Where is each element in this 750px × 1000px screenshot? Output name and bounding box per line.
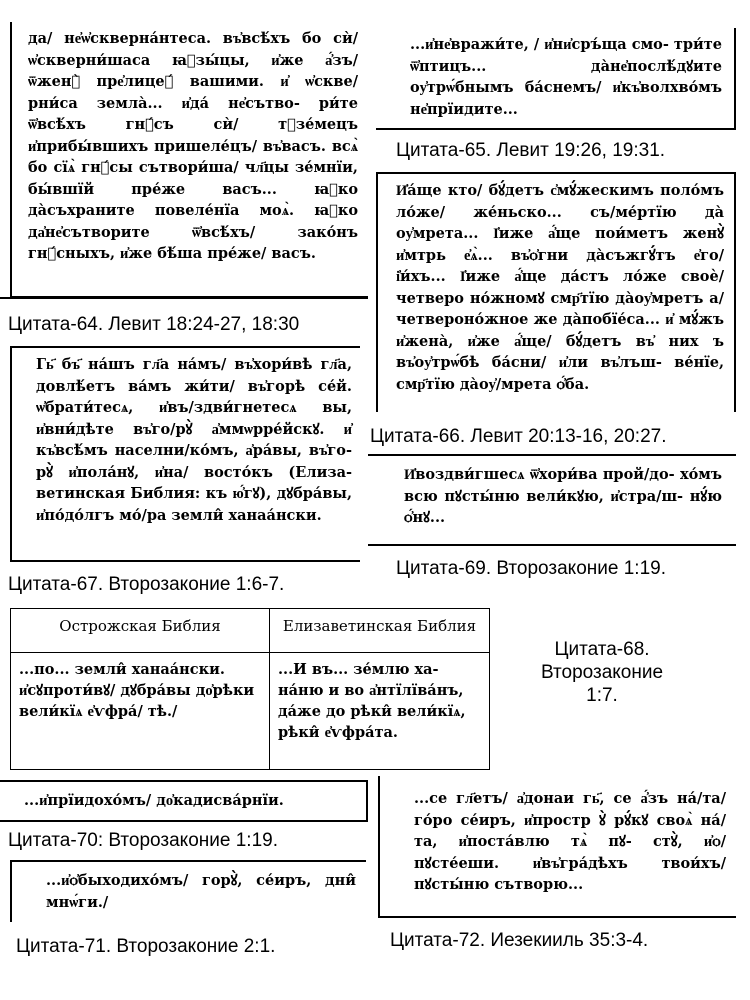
citation-67-box	[10, 346, 360, 562]
citation-64-box	[10, 22, 368, 298]
citation-72-caption: Цитата-72. Иезекииль 35:3-4.	[390, 930, 649, 951]
col-header-ostrog: Острожская Библия	[11, 609, 270, 653]
citation-66-caption: Цитата-66. Левит 20:13-16, 20:27.	[370, 426, 667, 447]
citation-66-box	[376, 172, 736, 412]
citation-65-caption: Цитата-65. Левит 19:26, 19:31.	[396, 140, 666, 161]
col-header-elizabeth: Елизаветинская Библия	[270, 609, 490, 653]
citation-67-text: Гь҃ бъ҃ на́шъ гл҃а на́мъ/ въ҆хори́вѣ гл҃а, довлѣ́етъ ва́мъ жи́ти/ въ҆горѣ се́й. ѡ҆брати́тесѧ, и҆въ/здви́гнетесѧ вы, и҆вни́дѣте въ҆го/рꙋ̀ а҆ммѡрре́йскꙋ. и҆ къ҆всѣ́мъ населни/ко́мъ, а҆ра́вы, въ҆го- рꙋ̀ и҆пола́нꙋ, и҆на/ восто́къ (Елиза- ветинская Библия: къ ю҆́гꙋ), дꙋбра́вы, и҆по́до́лгъ мо́/ра земли̂ ханаа́нски.	[36, 356, 352, 524]
citation-69-caption: Цитата-69. Второзаконие 1:19.	[396, 558, 666, 579]
citation-72-box	[378, 776, 736, 918]
citation-71-caption: Цитата-71. Второзаконие 2:1.	[16, 936, 276, 957]
citation-69-box	[368, 454, 736, 546]
citation-70-text: ...и҆прїидохо́мъ/ до҆кадисва́рнїи.	[24, 792, 284, 809]
citation-65-text: ...и҆не҆вражи́те, / и҆ни҆сръ́ща смо- три́те ѿ҆птицъ... да̀не҆послѣ́дꙋите оу҆трѡ́бнымъ ба́снемъ/ и҆къ҆волхво́мъ не҆прїидите...	[410, 36, 722, 118]
citation-64-caption: Цитата-64. Левит 18:24-27, 18:30	[8, 314, 300, 335]
citation-70-box	[0, 780, 368, 822]
citation-69-text: И҆воздви́гшесѧ ѿ҆хори́ва прой/до- хо́мъ всю пꙋсты́ню вели́кꙋю, и҆стра/ш- нꙋ́ю ѻ҆́нꙋ...	[404, 466, 722, 526]
citation-65-box	[376, 28, 736, 130]
citation-70-caption: Цитата-70: Второзаконие 1:19.	[8, 830, 278, 851]
citation-72-text: ...се гл҃етъ/ а҆донаи гь҃, се а҆́зъ на́/та/ го́ро се́иръ, и҆простр ꙋ̀ рꙋ́кꙋ своѧ̀ на́/ та, и҆поста́влю тѧ̀ пꙋ- стꙋ̀, и҆ѻ/пꙋсте́еши. и҆въ҆гра́дѣхъ твои́хъ/ пꙋсты́ню сътворю...	[414, 790, 726, 893]
citation-68-caption-line1: Цитата-68.	[554, 639, 650, 660]
elizabeth-text: ...И въ... зе́млю ха- на́ню и во а҆нтїлїва́нъ, да́же до рѣки̂ вели́кїѧ, рѣки̂ е҆ѵфра́та.	[270, 653, 490, 770]
citation-68-table	[10, 608, 490, 770]
citation-71-text: ...и҆ѻ҆быходихо́мъ/ горꙋ̀, се́иръ, дни̂ мнѡ́ги./	[46, 872, 356, 911]
citation-67-caption: Цитата-67. Второзаконие 1:6-7.	[8, 574, 285, 595]
citation-68-caption	[518, 638, 686, 707]
citation-71-box	[10, 860, 366, 922]
citation-66-text: И҆а́ще кто/ бꙋ́детъ с҆мꙋ́жескимъ поло́мъ ло́же/ же́ньско... съ/ме́ртїю да̀ оу҆мрета... І҆иже а҆́ще пои́метъ женꙋ̀ и҆мтрь е҆ѧ̀... въ҆ѻ҆гни да̀съжгꙋ́тъ е҆го/ і҆и́хъ... І҆иже а҆́ще да́стъ ло́же своѐ/ четверо но́жномꙋ смр҃тїю да̀оу҆мретъ а/ четвероно́жное же да̀побїе́са... и҆ мꙋ́жъ и҆жена̀, и҆же а҆́ще/ бꙋ́детъ въ҆ них ъ въ҆оу҆трѡ́бѣ ба́сни/ и҆ли въ҆лъш- ве́нїе, смр҃тїю да̀оу҆/мрета ѻ҆́ба.	[396, 182, 724, 393]
citation-64-text: да/ не҆ѡ҆скверна́нтеса. въ҆всѣ́хъ бо сѝ/ ѡ҆скверни́шаса ꙗ҆зы́цы, и҆же а҆́зъ/ ѿженꙋ̀ пре҆лицеꙋ́ вашими. и҆ ѡ҆скве/рни́са земла̀... и҆да́ не҆сътво- ри́те ѿ҆всѣ́хъ гнꙋ́съ сѝ/ тꙋзе́мецъ и҆прибы́вшихъ пришеле́цъ/ въ҆васъ. всѧ̀ бо сїѧ̀ гнꙋ́сы сътвори́ша/ чл҃цы зе́мнїи, бы́вшїй пре́же васъ... ꙗ҆ко да̀съхраните повеле́нїа моѧ̀. ꙗ҆ко да҆не҆сътворите ѿ҆всѣ́хъ/ зако́нъ гнꙋ́сныхъ, и҆же бѣ́ша пре́же/ васъ.	[28, 30, 358, 262]
divider	[0, 297, 368, 299]
citation-68-caption-line3: 1:7.	[586, 685, 618, 706]
citation-68-caption-line2: Второзаконие	[540, 662, 664, 683]
ostrog-text: ...по... земли̂ ханаа́нски. и҆сꙋпроти́вꙋ/ дꙋбра́вы до҆рѣки вели́кїѧ е҆ѵфра́/ тѣ./	[11, 653, 270, 770]
